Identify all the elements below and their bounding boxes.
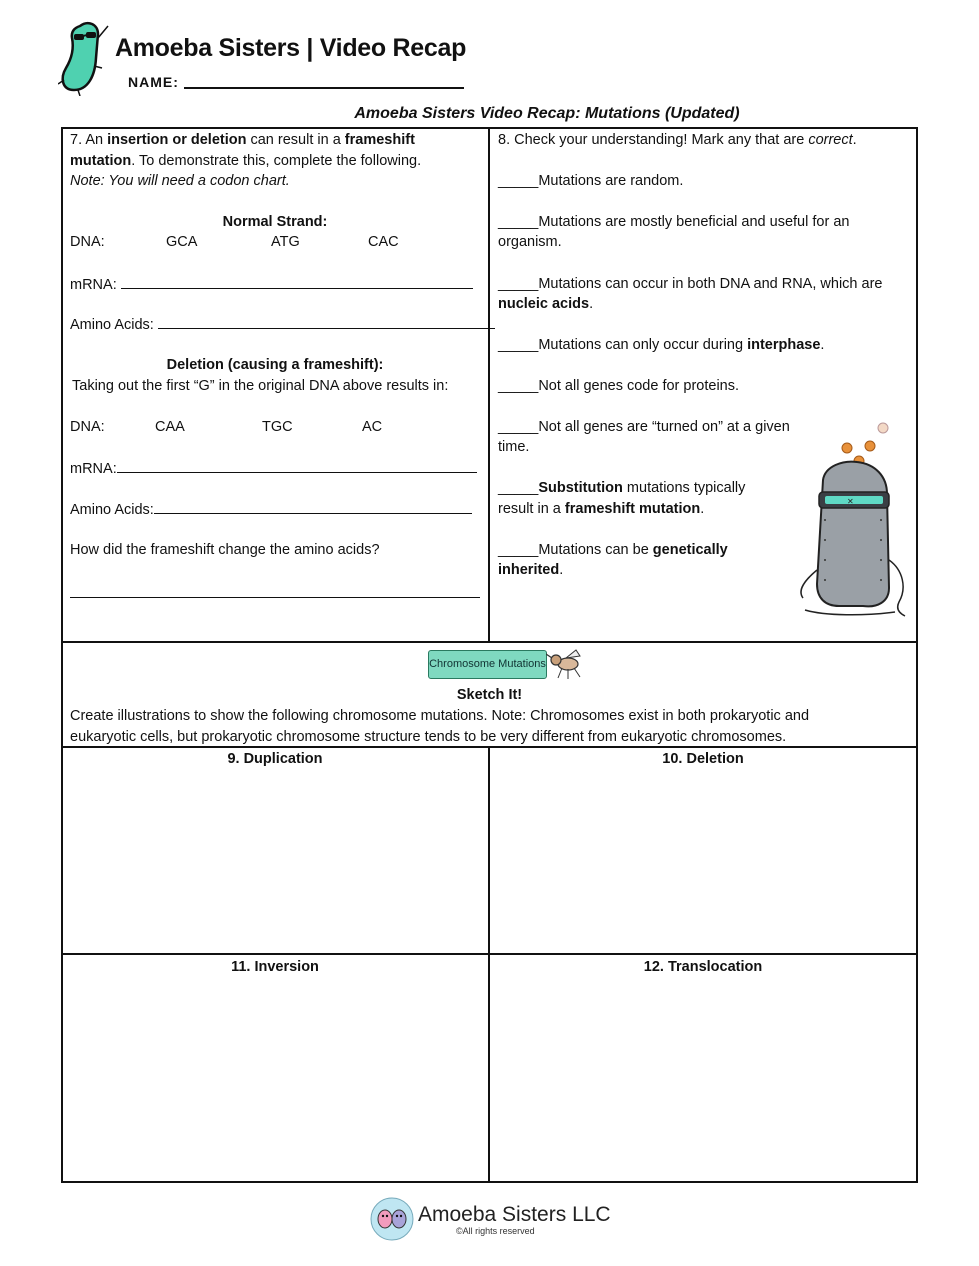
- divider-h1: [61, 641, 918, 643]
- amino-answer-1[interactable]: Amino Acids:: [70, 314, 495, 335]
- sketch-area-deletion[interactable]: [491, 770, 915, 952]
- statement-5[interactable]: _____Not all genes code for proteins.: [498, 378, 740, 394]
- sketch-heading: Sketch It!: [456, 687, 523, 703]
- q7-intro-line1: 7. An insertion or deletion can result in a frameshift: [70, 132, 415, 148]
- sketch-area-duplication[interactable]: [63, 770, 487, 952]
- chromosome-mutations-badge: Chromosome Mutations: [428, 650, 547, 679]
- divider-h3: [61, 953, 918, 955]
- sketch-area-inversion[interactable]: [63, 978, 487, 1180]
- codon: GCA: [166, 234, 198, 250]
- sketch-area-translocation[interactable]: [491, 978, 915, 1180]
- dna-label: DNA:: [70, 419, 105, 435]
- frameshift-question: How did the frameshift change the amino acids?: [70, 542, 380, 558]
- box-inversion-title: 11. Inversion: [231, 959, 319, 975]
- sketch-instructions-2: eukaryotic cells, but prokaryotic chromosome structure tends to be very different from eukaryotic chromosomes.: [70, 729, 787, 745]
- statement-8-cont: inherited.: [498, 562, 564, 578]
- box-duplication-title: 9. Duplication: [227, 751, 323, 767]
- q7-intro-line2: mutation. To demonstrate this, complete the following.: [70, 153, 422, 169]
- statement-3-cont: nucleic acids.: [498, 296, 594, 312]
- divider-top: [488, 127, 490, 642]
- page-title: Amoeba Sisters Video Recap: Mutations (Updated): [354, 105, 740, 122]
- amino-answer-2[interactable]: Amino Acids:: [70, 499, 472, 520]
- deletion-heading: Deletion (causing a frameshift):: [166, 357, 384, 373]
- footer-logo-icon: [370, 1197, 414, 1241]
- footer-company: Amoeba Sisters LLC: [418, 1203, 611, 1226]
- dna-label: DNA:: [70, 234, 105, 250]
- statement-2[interactable]: _____Mutations are mostly beneficial and useful for an: [498, 214, 850, 230]
- frameshift-answer-line[interactable]: [70, 597, 480, 598]
- codon: CAA: [155, 419, 185, 435]
- name-label: NAME:: [128, 74, 179, 90]
- statement-3[interactable]: _____Mutations can occur in both DNA and RNA, which are: [498, 276, 883, 292]
- codon: ATG: [271, 234, 300, 250]
- statement-7-cont: result in a frameshift mutation.: [498, 501, 705, 517]
- statement-6[interactable]: _____Not all genes are “turned on” at a given: [498, 419, 790, 435]
- statement-8[interactable]: _____Mutations can be genetically: [498, 542, 728, 558]
- codon: CAC: [368, 234, 399, 250]
- footer-rights: ©All rights reserved: [456, 1226, 535, 1236]
- box-deletion-title: 10. Deletion: [662, 751, 744, 767]
- q7-note: Note: You will need a codon chart.: [70, 173, 290, 189]
- statement-4[interactable]: _____Mutations can only occur during interphase.: [498, 337, 825, 353]
- mosquito-icon: [546, 648, 584, 680]
- codon: TGC: [262, 419, 293, 435]
- name-input-line[interactable]: [184, 87, 464, 89]
- robot-amoeba-illustration: [795, 420, 910, 620]
- box-translocation-title: 12. Translocation: [643, 959, 763, 975]
- codon: AC: [362, 419, 383, 435]
- statement-7[interactable]: _____Substitution mutations typically: [498, 480, 746, 496]
- statement-1[interactable]: _____Mutations are random.: [498, 173, 684, 189]
- q8-intro: 8. Check your understanding! Mark any that are correct.: [498, 132, 857, 148]
- mrna-answer-1[interactable]: mRNA:: [70, 274, 473, 295]
- mrna-answer-2[interactable]: mRNA:: [70, 458, 477, 479]
- sketch-instructions-1: Create illustrations to show the following chromosome mutations. Note: Chromosomes exist in both prokaryotic and: [70, 708, 810, 724]
- statement-6-cont: time.: [498, 439, 530, 455]
- statement-2-cont: organism.: [498, 234, 562, 250]
- deletion-description: Taking out the first “G” in the original DNA above results in:: [72, 378, 449, 394]
- svg-text:✕: ✕: [847, 497, 854, 506]
- normal-strand-heading: Normal Strand:: [222, 214, 328, 230]
- brand-title: Amoeba Sisters | Video Recap: [115, 34, 467, 62]
